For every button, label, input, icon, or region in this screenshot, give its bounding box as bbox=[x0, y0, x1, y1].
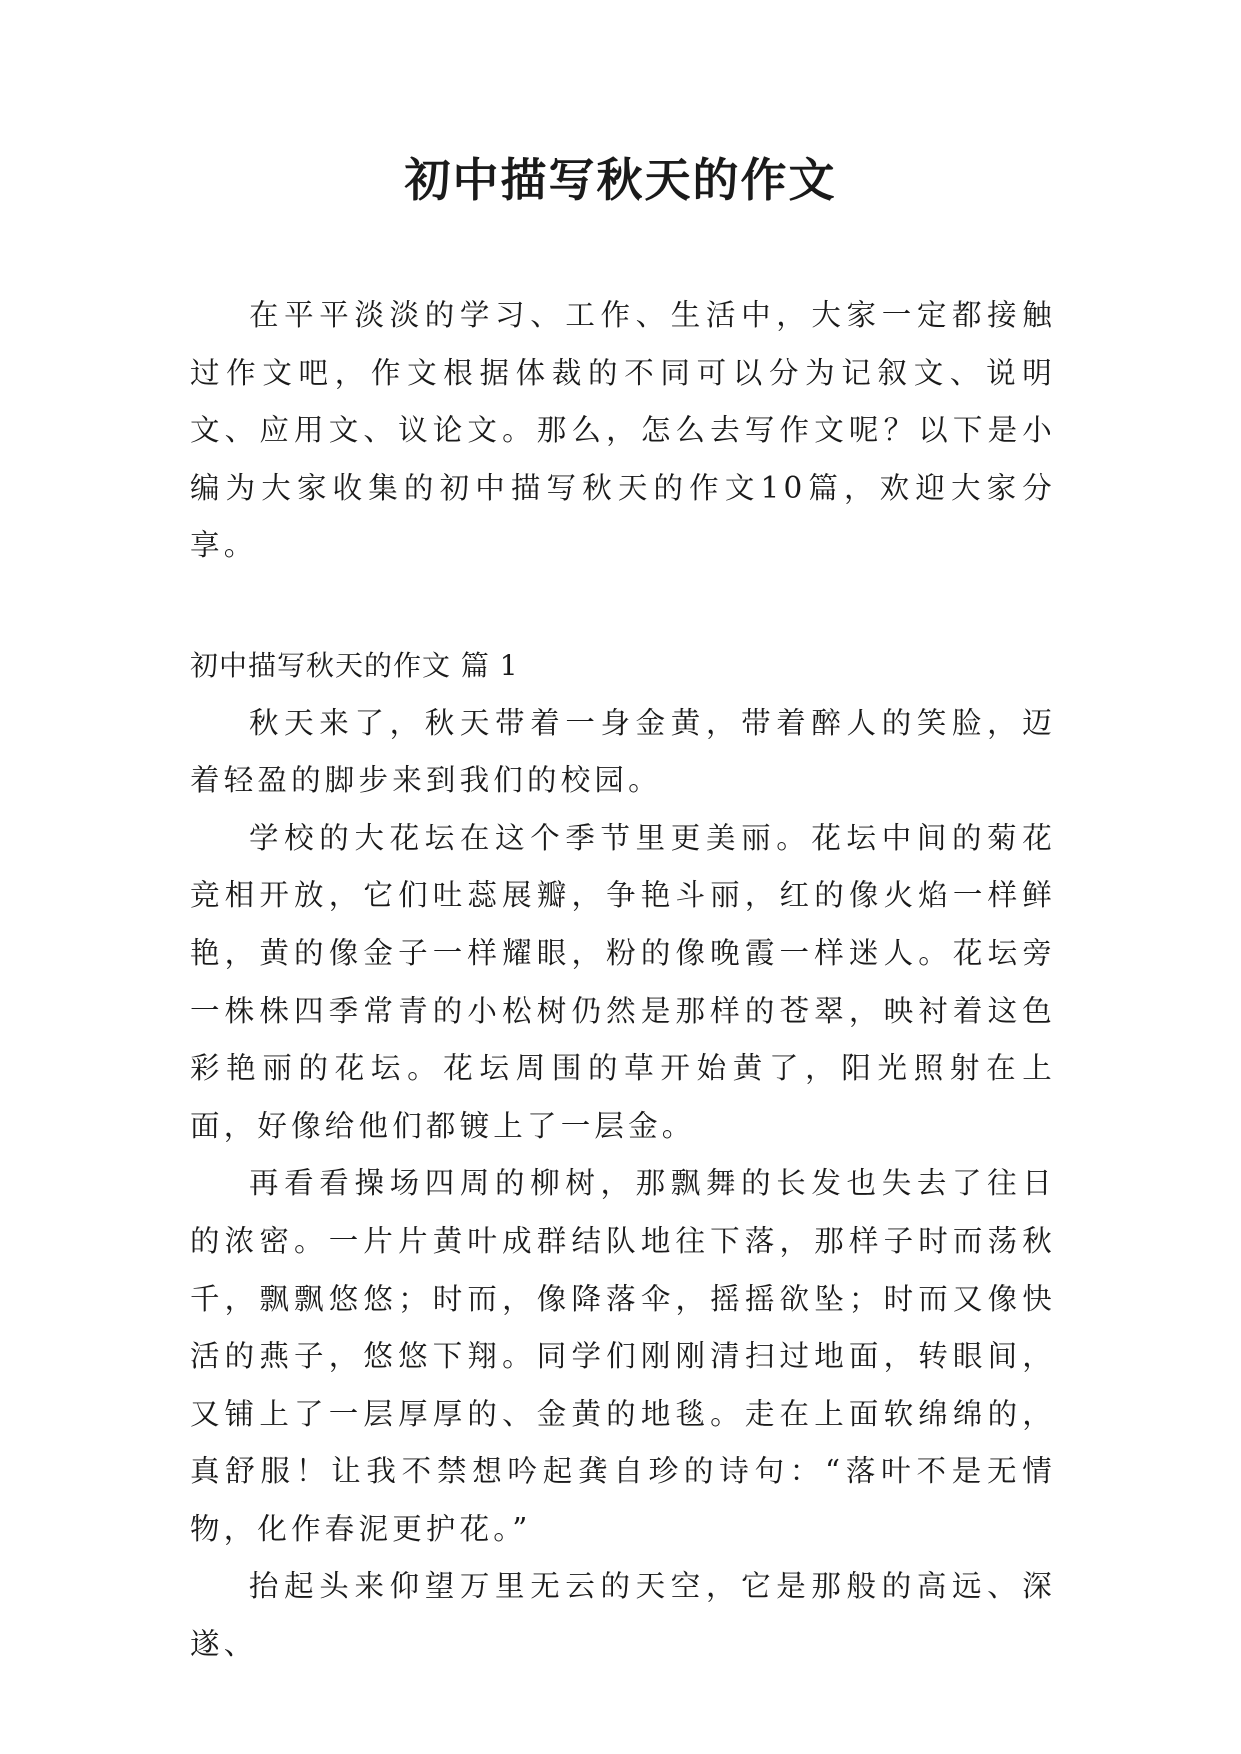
intro-paragraph: 在平平淡淡的学习、工作、生活中，大家一定都接触过作文吧，作文根据体裁的不同可以分为记叙文、说明文、应用文、议论文。那么，怎么去写作文呢？以下是小编为大家收集的初中描写秋天的作文10篇，欢迎大家分享。 bbox=[190, 298, 1056, 563]
section-1 bbox=[190, 637, 1056, 1674]
body-paragraph: 学校的大花坛在这个季节里更美丽。花坛中间的菊花竞相开放，它们吐蕊展瓣，争艳斗丽，红的像火焰一样鲜艳，黄的像金子一样耀眼，粉的像晚霞一样迷人。花坛旁一株株四季常青的小松树仍然是那样的苍翠，映衬着这色彩艳丽的花坛。花坛周围的草开始黄了，阳光照射在上面，好像给他们都镀上了一层金。 bbox=[190, 820, 1056, 1143]
body-paragraph: 秋天来了，秋天带着一身金黄，带着醉人的笑脸，迈着轻盈的脚步来到我们的校园。 bbox=[190, 705, 1056, 798]
document-title: 初中描写秋天的作文 bbox=[404, 153, 837, 207]
body-paragraph: 抬起头来仰望万里无云的天空，它是那般的高远、深遂、 bbox=[190, 1569, 1056, 1662]
document-body bbox=[190, 287, 1056, 1674]
body-paragraph: 再看看操场四周的柳树，那飘舞的长发也失去了往日的浓密。一片片黄叶成群结队地往下落，那样子时而荡秋千，飘飘悠悠；时而，像降落伞，摇摇欲坠；时而又像快活的燕子，悠悠下翔。同学们刚刚清扫过地面，转眼间，又铺上了一层厚厚的、金黄的地毯。走在上面软绵绵的，真舒服！让我不禁想吟起龚自珍的诗句：“落叶不是无情物，化作春泥更护花。” bbox=[190, 1166, 1056, 1546]
section-heading: 初中描写秋天的作文 篇 1 bbox=[190, 648, 519, 682]
